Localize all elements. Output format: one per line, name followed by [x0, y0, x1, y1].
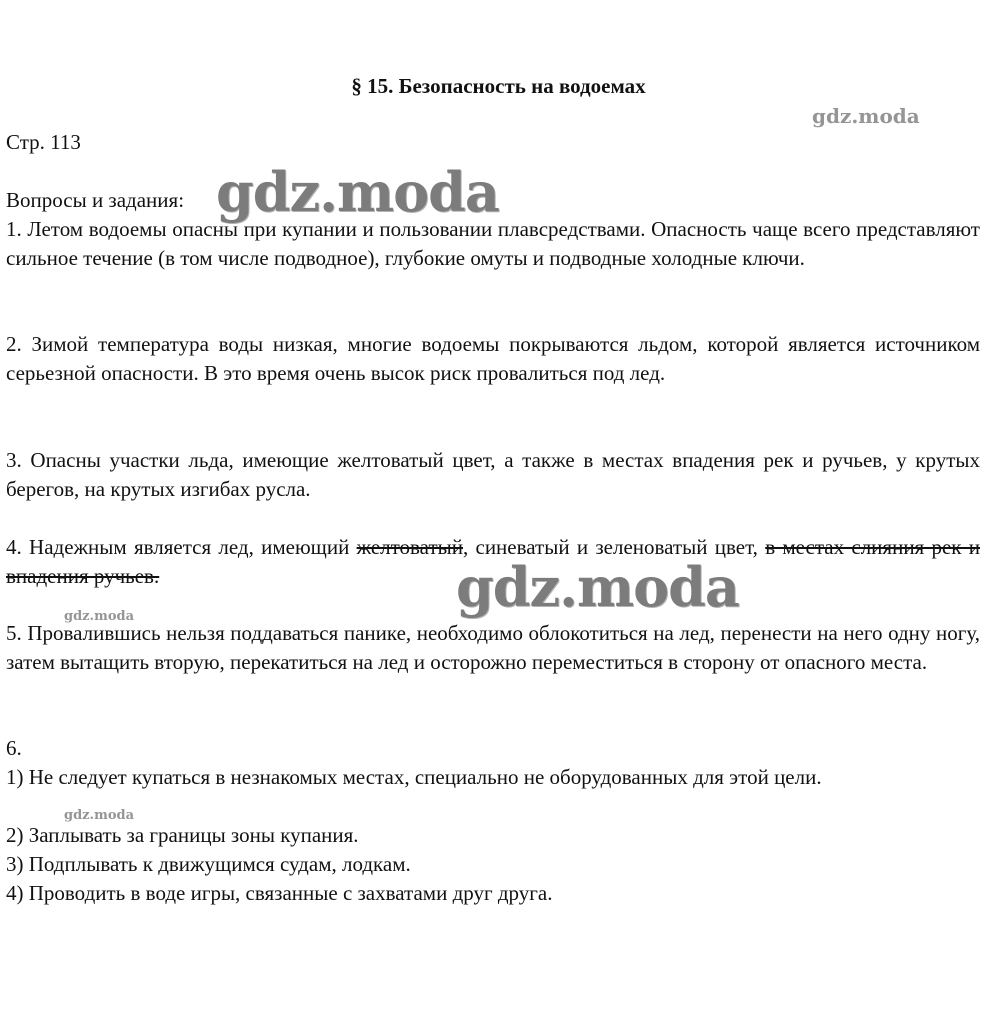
- answer-3: 3. Опасны участки льда, имеющие желтоватый цвет, а также в местах впадения рек и ручьев, у крутых берегов, на крутых изгибах русла.: [6, 448, 980, 501]
- answer-4-struck-tail: в местах слияния рек и впадения ручьев.: [6, 535, 981, 588]
- answer-4-middle: , синеватый и зеленоватый цвет,: [462, 535, 766, 559]
- answer-6-item-1: 1) Не следует купаться в незнакомых местах, специально не оборудованных для этой цели.: [6, 765, 822, 789]
- section-label: Вопросы и задания:: [6, 188, 185, 212]
- answer-4-struck-word: желтоватый: [356, 535, 463, 559]
- watermark-small-left: gdz.moda: [64, 609, 135, 624]
- page-title: § 15. Безопасность на водоемах: [351, 74, 646, 98]
- answer-6-item-4: 4) Проводить в воде игры, связанные с захватами друг друга.: [6, 881, 553, 905]
- watermark-small-lower: gdz.moda: [64, 808, 135, 823]
- page-number: Стр. 113: [6, 130, 81, 154]
- answer-1: 1. Летом водоемы опасны при купании и пользовании плавсредствами. Опасность чаще всего представляют сильное течение (в том числе подводное), глубокие омуты и подводные холодные ключи.: [6, 217, 980, 270]
- answer-2: 2. Зимой температура воды низкая, многие водоемы покрываются льдом, которой является источником серьезной опасности. В это время очень высок риск провалиться под лед.: [6, 332, 980, 385]
- answer-5: 5. Провалившись нельзя поддаваться панике, необходимо облокотиться на лед, перенести на него одну ногу, затем вытащить вторую, перекатиться на лед и осторожно переместиться в сторону от опасного места.: [6, 621, 980, 674]
- watermark-middle: gdz.moda: [456, 555, 739, 619]
- answer-4-start: 4. Надежным является лед, имеющий: [6, 535, 357, 559]
- watermark-upper: gdz.moda: [216, 160, 499, 224]
- answer-6-item-3: 3) Подплывать к движущимся судам, лодкам.: [6, 852, 411, 876]
- answer-6-label: 6.: [6, 736, 22, 760]
- watermark-top-right: gdz.moda: [812, 104, 920, 128]
- answer-6-item-2: 2) Заплывать за границы зоны купания.: [6, 823, 359, 847]
